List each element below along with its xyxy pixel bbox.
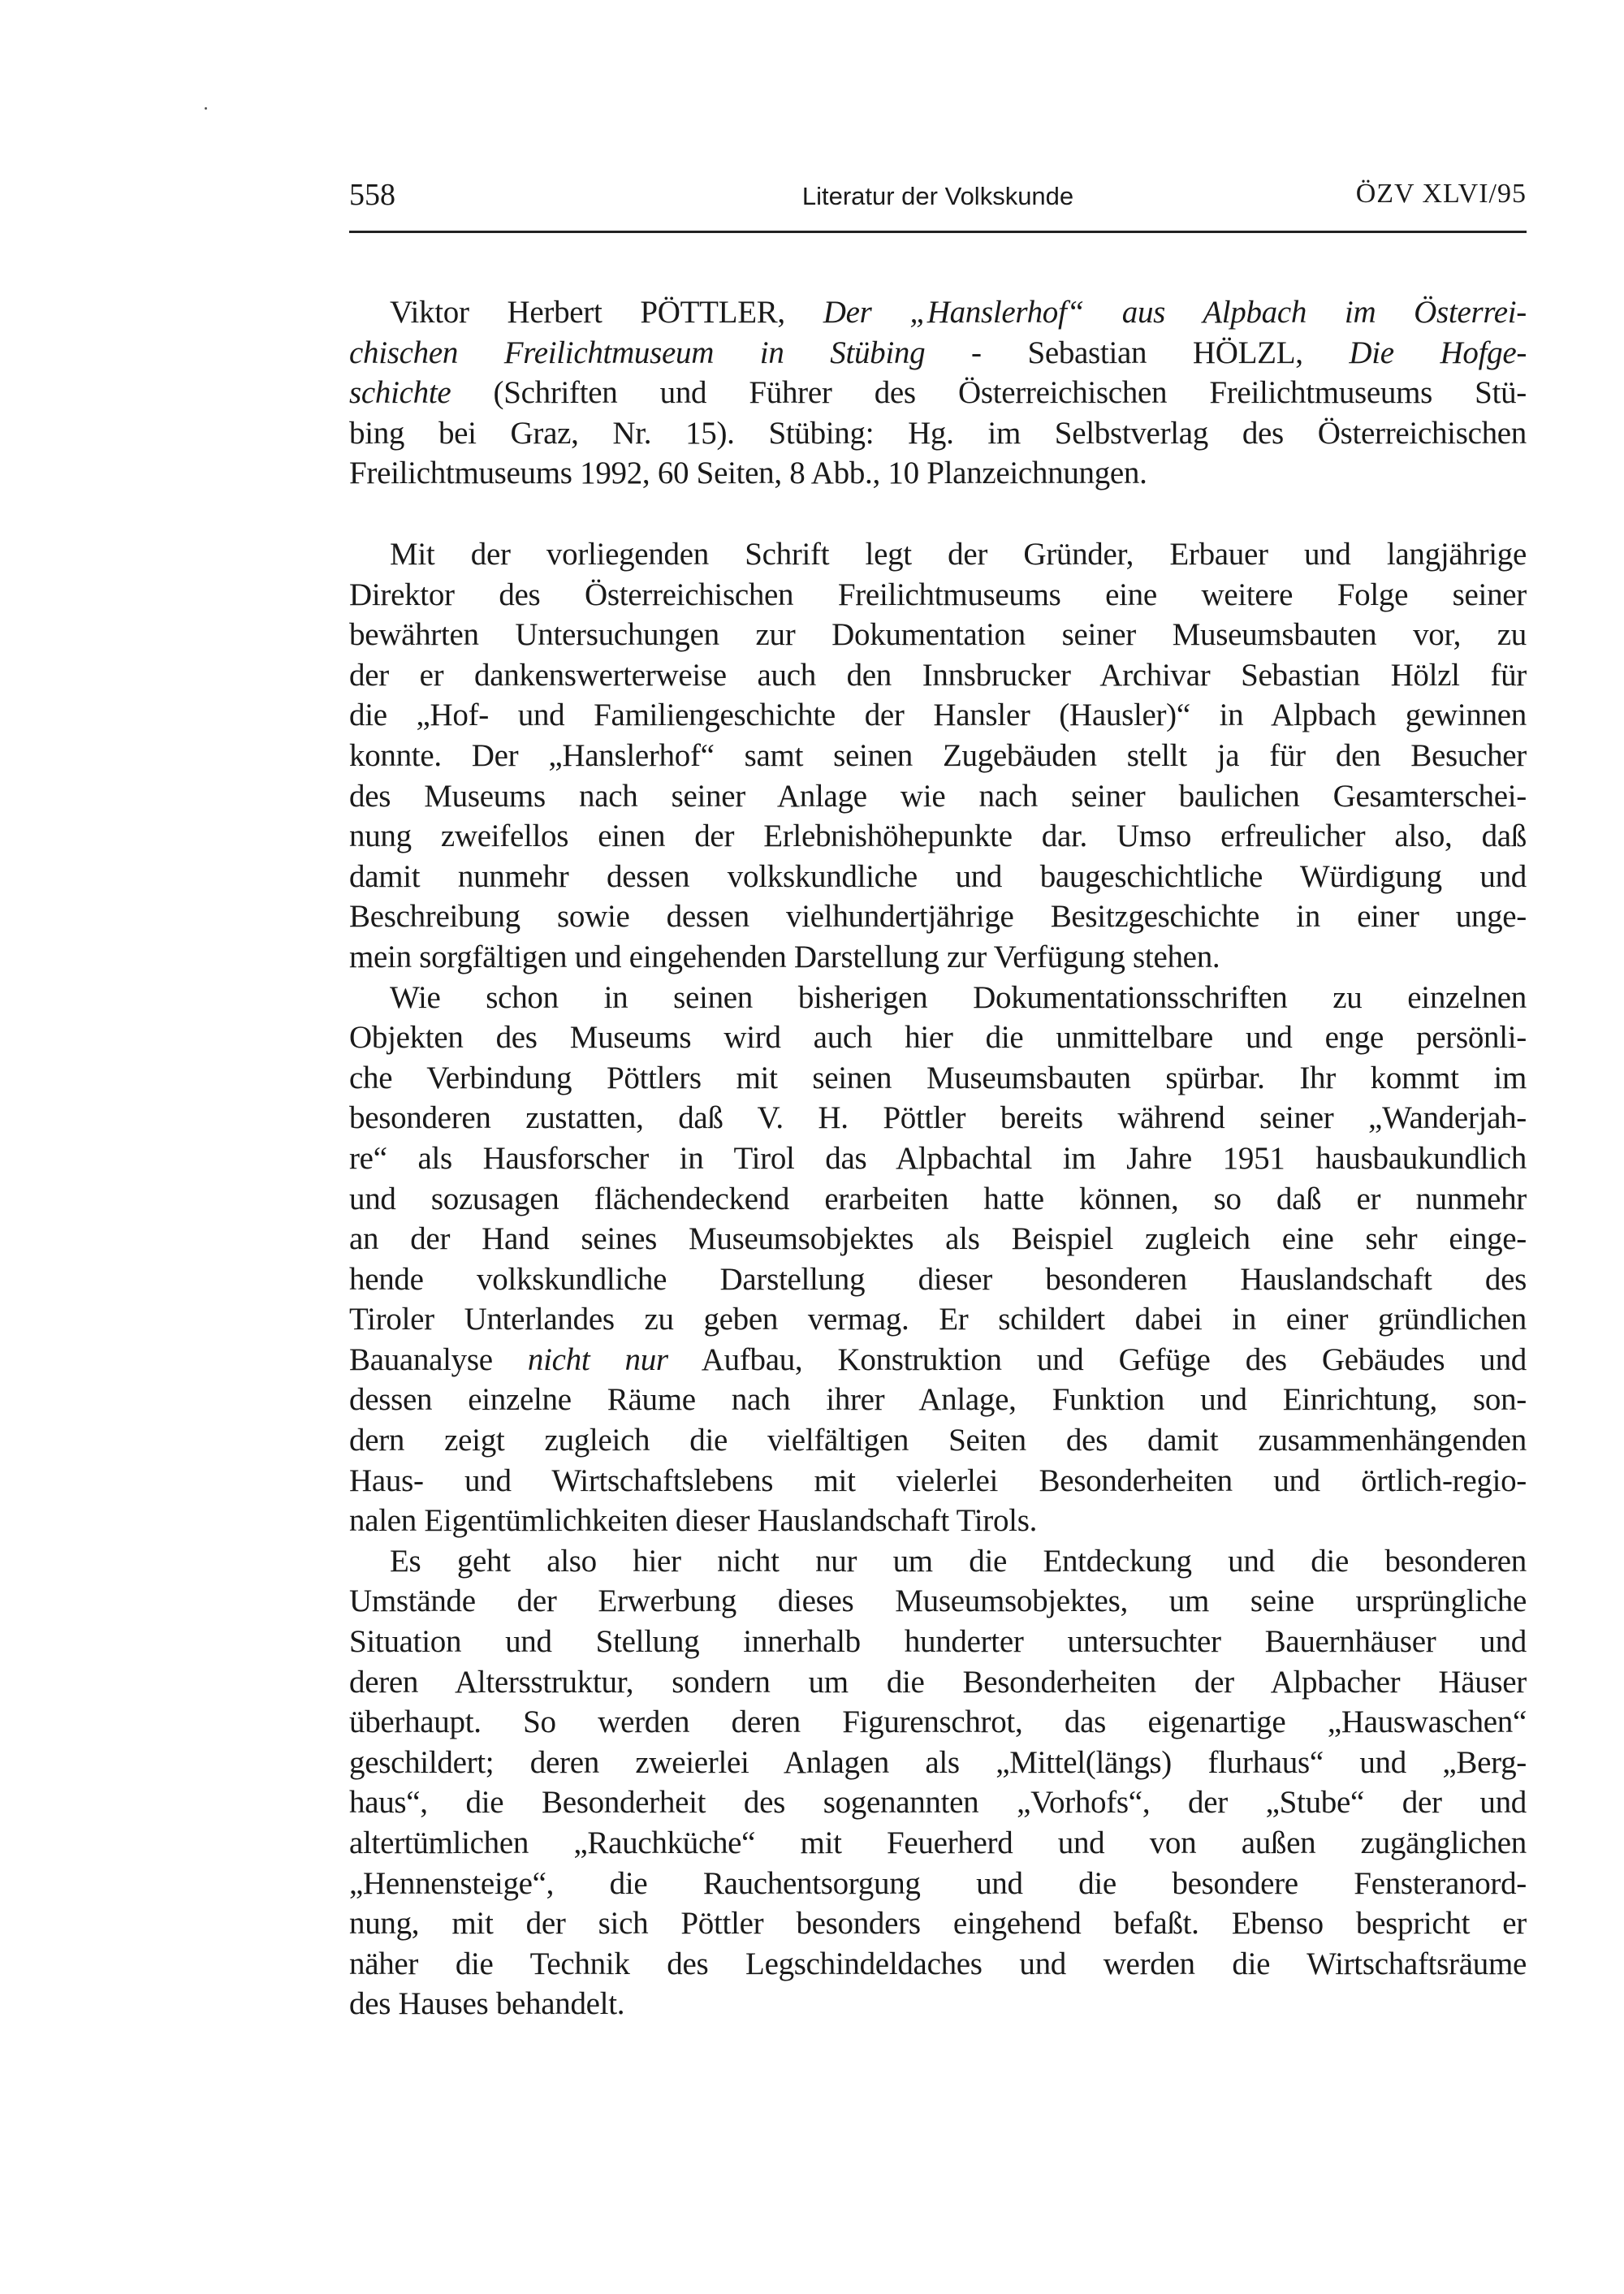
body-line: [349, 1017, 1527, 1058]
body-line: [349, 534, 1527, 575]
text-run: haus“, die Besonderheit des sogenannten „Vorhofs“, der „Stube“ der und: [349, 1785, 1527, 1821]
body-line: [349, 1058, 1527, 1099]
body-line: [349, 1259, 1527, 1300]
body-line: [349, 1903, 1527, 1944]
running-title: Literatur der Volkskunde: [801, 182, 1074, 210]
body-line: [349, 1219, 1527, 1259]
review-body: [349, 534, 1527, 2024]
italic-text: nicht nur: [527, 1341, 668, 1377]
text-run: Es geht also hier nicht nur um die Entdeckung und die besonderen: [390, 1543, 1527, 1579]
text-run: des Museums nach seiner Anlage wie nach seiner baulichen Gesamterschei-: [349, 778, 1527, 814]
text-run: nung, mit der sich Pöttler besonders eingehend befaßt. Ebenso bespricht er: [349, 1906, 1527, 1942]
body-line: [349, 1823, 1527, 1864]
text-run: re“ als Hausforscher in Tirol das Alpbachtal im Jahre 1951 hausbaukundlich: [349, 1140, 1527, 1176]
text-run: Situation und Stellung innerhalb hunderter untersuchter Bauernhäuser und: [349, 1624, 1527, 1660]
text-run: des Hauses behandelt.: [349, 1986, 625, 2022]
text-run: dessen einzelne Räume nach ihrer Anlage, Funktion und Einrichtung, son-: [349, 1382, 1527, 1418]
text-run: geschildert; deren zweierlei Anlagen als „Mittel(längs) flurhaus“ und „Berg-: [349, 1744, 1527, 1780]
body-line: [349, 1420, 1527, 1461]
text-run: an der Hand seines Museumsobjektes als Beispiel zugleich eine sehr einge-: [349, 1221, 1527, 1257]
body-line: [349, 1662, 1527, 1703]
text-run: - Sebastian HÖLZL,: [925, 335, 1350, 370]
text-run: che Verbindung Pöttlers mit seinen Museumsbauten spürbar. Ihr kommt im: [349, 1060, 1527, 1095]
text-run: Tiroler Unterlandes zu geben vermag. Er schildert dabei in einer gründlichen: [349, 1302, 1527, 1337]
text-run: altertümlichen „Rauchküche“ mit Feuerherd und von außen zugänglichen: [349, 1825, 1527, 1860]
body-line: [349, 1702, 1527, 1743]
body-line: [349, 1138, 1527, 1179]
body-line: [349, 1340, 1527, 1380]
text-run: Umstände der Erwerbung dieses Museumsobjektes, um seine ursprüngliche: [349, 1583, 1527, 1619]
text-run: damit nunmehr dessen volkskundliche und baugeschichtliche Würdigung und: [349, 858, 1527, 894]
text-run: Objekten des Museums wird auch hier die unmittelbare und enge persönli-: [349, 1020, 1527, 1056]
header-rule: [349, 231, 1527, 233]
body-line: [349, 615, 1527, 655]
text-run: überhaupt. So werden deren Figurenschrot, das eigenartige „Hauswaschen“: [349, 1704, 1527, 1740]
scan-speck: [205, 107, 207, 110]
text-run: nung zweifellos einen der Erlebnishöhepunkte dar. Umso erfreulicher also, daß: [349, 819, 1527, 854]
text-run: besonderen zustatten, daß V. H. Pöttler bereits während seiner „Wanderjah-: [349, 1100, 1527, 1136]
text-run: Haus- und Wirtschaftslebens mit vielerlei Besonderheiten und örtlich-regio-: [349, 1462, 1527, 1498]
body-line: [349, 1098, 1527, 1138]
italic-text: Der „Hanslerhof“ aus Alpbach im Österrei-: [823, 295, 1527, 330]
body-line: [349, 1380, 1527, 1420]
body-line: [349, 1864, 1527, 1904]
text-run: mein sorgfältigen und eingehenden Darstellung zur Verfügung stehen.: [349, 939, 1220, 974]
body-line: [349, 1461, 1527, 1501]
text-run: Bauanalyse: [349, 1341, 528, 1377]
text-run: hende volkskundliche Darstellung dieser besonderen Hauslandschaft des: [349, 1261, 1527, 1297]
text-run: (Schriften und Führer des Österreichischen Freilichtmuseums Stü-: [451, 375, 1527, 411]
italic-text: schichte: [349, 375, 451, 411]
body-line: [349, 1299, 1527, 1340]
reference-line: [349, 453, 1527, 494]
reference-line: [349, 333, 1527, 374]
body-line: [349, 1782, 1527, 1823]
text-run: Aufbau, Konstruktion und Gefüge des Gebäudes und: [667, 1341, 1527, 1377]
text-run: Mit der vorliegenden Schrift legt der Gründer, Erbauer und langjährige: [390, 537, 1527, 572]
text-run: Direktor des Österreichischen Freilichtmuseums eine weitere Folge seiner: [349, 577, 1527, 612]
body-line: [349, 896, 1527, 937]
italic-text: Die Hofge-: [1349, 335, 1527, 370]
reference-line: [349, 292, 1527, 333]
text-run: „Hennensteige“, die Rauchentsorgung und die besondere Fensteranord-: [349, 1865, 1527, 1901]
body-line: [349, 776, 1527, 817]
text-run: konnte. Der „Hanslerhof“ samt seinen Zugebäuden stellt ja für den Besucher: [349, 737, 1527, 773]
journal-volume: ÖZV XLVI/95: [1355, 179, 1527, 209]
reference-line: [349, 373, 1527, 413]
body-line: [349, 1944, 1527, 1985]
reference-line: [349, 413, 1527, 454]
body-line: [349, 1984, 1527, 2024]
body-line: [349, 575, 1527, 616]
body-line: [349, 857, 1527, 897]
text-run: der er dankenswerterweise auch den Innsbrucker Archivar Sebastian Hölzl für: [349, 657, 1527, 693]
text-run: deren Altersstruktur, sondern um die Besonderheiten der Alpbacher Häuser: [349, 1664, 1527, 1700]
body-line: [349, 655, 1527, 696]
body-line: [349, 736, 1527, 776]
page-number: 558: [349, 178, 395, 212]
text-run: Freilichtmuseums 1992, 60 Seiten, 8 Abb., 10 Planzeichnungen.: [349, 456, 1147, 491]
body-line: [349, 816, 1527, 857]
text-run: Wie schon in seinen bisherigen Dokumentationsschriften zu einzelnen: [390, 979, 1527, 1015]
text-run: näher die Technik des Legschindeldaches und werden die Wirtschaftsräume: [349, 1946, 1527, 1981]
text-run: bewährten Untersuchungen zur Dokumentation seiner Museumsbauten vor, zu: [349, 617, 1527, 653]
text-run: die „Hof- und Familiengeschichte der Hansler (Hausler)“ in Alpbach gewinnen: [349, 698, 1527, 733]
body-line: [349, 1541, 1527, 1582]
body-line: [349, 1622, 1527, 1662]
body-line: [349, 978, 1527, 1018]
text-run: Beschreibung sowie dessen vielhundertjährige Besitzgeschichte in einer unge-: [349, 899, 1527, 935]
body-line: [349, 1179, 1527, 1220]
text-run: dern zeigt zugleich die vielfältigen Seiten des damit zusammenhängenden: [349, 1423, 1527, 1458]
text-run: und sozusagen flächendeckend erarbeiten hatte können, so daß er nunmehr: [349, 1181, 1527, 1216]
body-line: [349, 695, 1527, 736]
bibliographic-reference: [349, 292, 1527, 494]
body-line: [349, 1581, 1527, 1622]
italic-text: chischen Freilichtmuseum in Stübing: [349, 335, 926, 370]
text-run: bing bei Graz, Nr. 15). Stübing: Hg. im Selbstverlag des Österreichischen: [349, 415, 1527, 451]
text-run: nalen Eigentümlichkeiten dieser Hauslandschaft Tirols.: [349, 1503, 1038, 1539]
body-line: [349, 1501, 1527, 1541]
body-line: [349, 937, 1527, 978]
body-line: [349, 1743, 1527, 1783]
text-run: Viktor Herbert PÖTTLER,: [390, 295, 823, 330]
page-header: [349, 177, 1527, 218]
